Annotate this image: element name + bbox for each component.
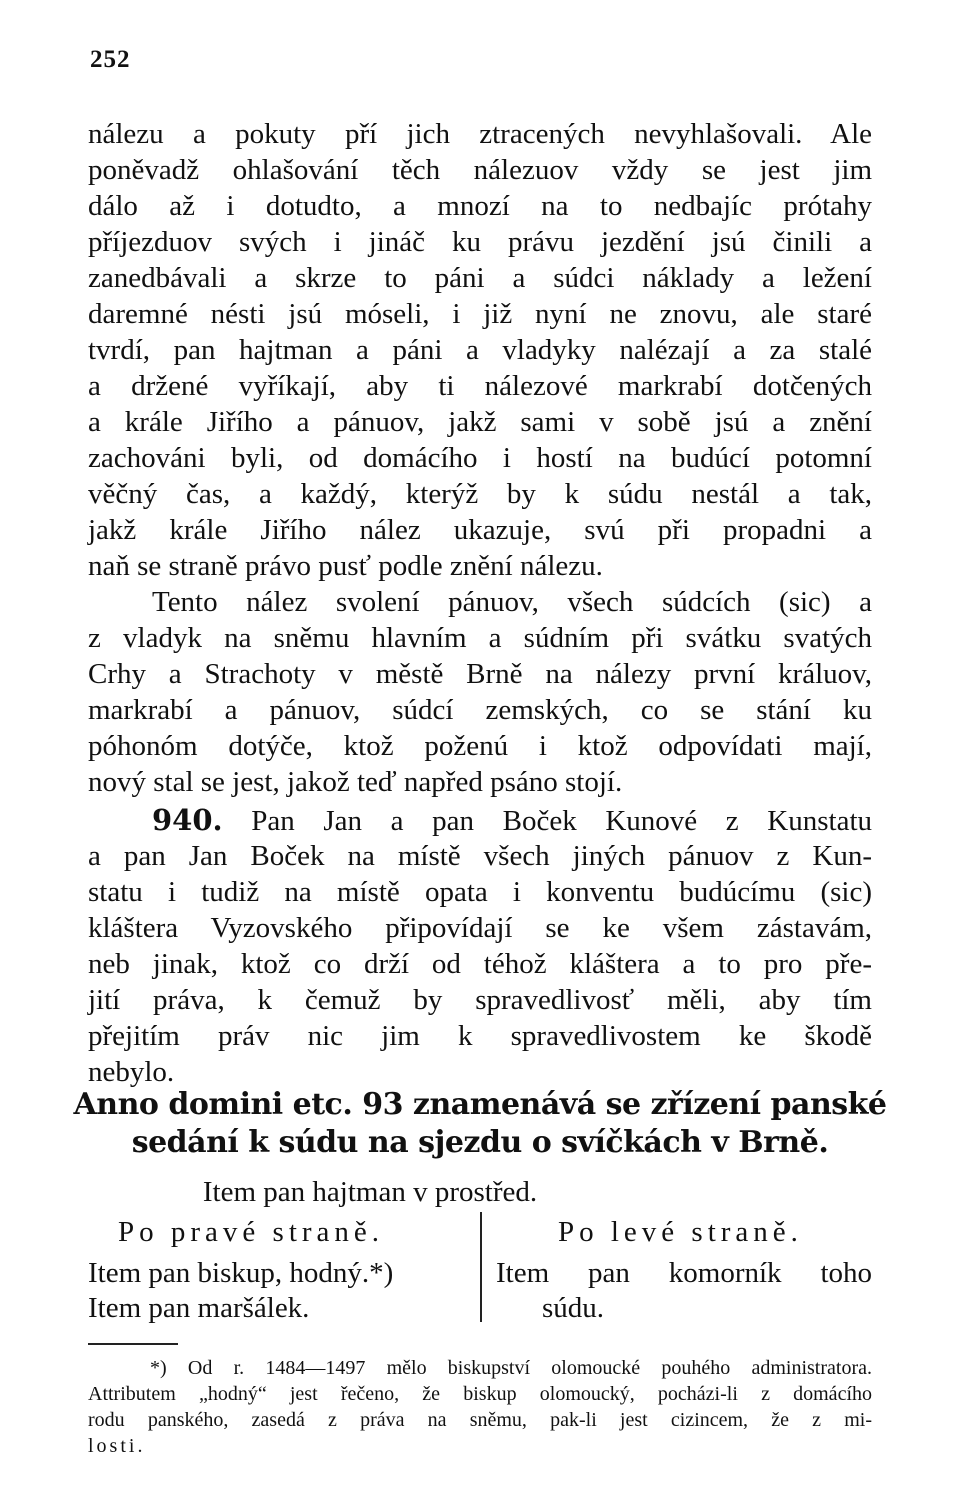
text-line: poněvadž ohlašování těch nálezuov vždy se jest jim xyxy=(88,154,872,186)
text-line: neb jinak, ktož co drží od téhož kláštera a to pro pře- xyxy=(88,948,872,980)
text-line: nový stal se jest, jakož teď napřed psáno stojí. xyxy=(88,766,623,798)
text-line: dálo až i dotudto, a mnozí na to nedbajíc prótahy xyxy=(88,190,872,222)
text-line: Pan Jan a pan Boček Kunové z Kunstatu xyxy=(251,805,872,837)
text-line: příjezduov svých i jináč ku právu jezdění jsú činili a xyxy=(88,226,872,258)
text-line: z vladyk na sněmu hlavním a súdním při svátku svatých xyxy=(88,622,872,654)
right-side-title: Po pravé straně. xyxy=(118,1216,385,1248)
right-side-item: Item pan biskup, hodný.*) xyxy=(88,1257,394,1289)
text-line: tvrdí, pan hajtman a páni a vladyky nalézají a za stalé xyxy=(88,334,872,366)
footnote-rule xyxy=(88,1343,178,1345)
text-line: zachováni byli, od domácího i hostí na budúcí potomní xyxy=(88,442,872,474)
footnote-line: losti. xyxy=(88,1435,146,1457)
text-line: nálezu a pokuty pří jich ztracených nevyhlašovali. Ale xyxy=(88,118,872,150)
text-line: naň se straně právo pusť podle znění nálezu. xyxy=(88,550,603,582)
text-line: Crhy a Strachoty v městě Brně na nálezy první králuov, xyxy=(88,658,872,690)
text-line: věčný čas, a každý, kterýž by k súdu nestál a tak, xyxy=(88,478,872,510)
left-side-item: Item pan komorník toho xyxy=(496,1257,872,1289)
section-heading-line2: sedání k súdu na sjezdu o svíčkách v Brně. xyxy=(131,1125,829,1160)
text-line: a držené vyříkají, aby ti nálezové markrabí dotčených xyxy=(88,370,872,402)
text-line: jití práva, k čemuž by spravedlivosť měli, aby tím xyxy=(88,984,872,1016)
right-side-item: Item pan maršálek. xyxy=(88,1292,310,1324)
section-heading-line1: Anno domini etc. 93 znamenává se zřízení panské xyxy=(73,1087,887,1122)
text-line: póhonóm dotýče, ktož poženú i ktož odpovídati mají, xyxy=(88,730,872,762)
footnote-line: rodu panského, zasedá z práva na sněmu, pak-li jest cizincem, že z mi- xyxy=(88,1409,872,1431)
footnote-line: *) Od r. 1484—1497 mělo biskupství olomoucké pouhého administratora. xyxy=(150,1357,872,1379)
text-line: jakž krále Jiřího nález ukazuje, svú při propadni a xyxy=(88,514,872,546)
left-side-item: súdu. xyxy=(542,1292,605,1324)
text-line: statu i tudiž na místě opata i konventu budúcímu (sic) xyxy=(88,876,872,908)
text-line: a pan Jan Boček na místě všech jiných pánuov z Kun- xyxy=(88,840,872,872)
text-line: daremné nésti jsú móseli, i již nyní ne znovu, ale staré xyxy=(88,298,872,330)
center-seat-line: Item pan hajtman v prostřed. xyxy=(202,1176,538,1208)
text-line: kláštera Vyzovského připovídají se ke všem zástavám, xyxy=(88,912,872,944)
page-number: 252 xyxy=(90,46,131,73)
text-line: a krále Jiřího a pánuov, jakž sami v sobě jsú a znění xyxy=(88,406,872,438)
left-side-title: Po levé straně. xyxy=(558,1216,803,1248)
section-940-first-line xyxy=(152,803,872,838)
text-line: nebylo. xyxy=(88,1056,175,1088)
column-divider xyxy=(480,1212,482,1322)
text-line: Tento nález svolení pánuov, všech súdcích (sic) a xyxy=(152,586,872,618)
text-line: zanedbávali a skrze to páni a súdci náklady a ležení xyxy=(88,262,872,294)
text-line: markrabí a pánuov, súdcí zemských, co se stání ku xyxy=(88,694,872,726)
text-line: přejitím práv nic jim k spravedlivostem ke škodě xyxy=(88,1020,872,1052)
footnote-line: Attributem „hodný“ jest řečeno, že biskup olomoucký, pocházi-li z domácího xyxy=(88,1383,872,1405)
section-number: 940. xyxy=(152,803,223,837)
